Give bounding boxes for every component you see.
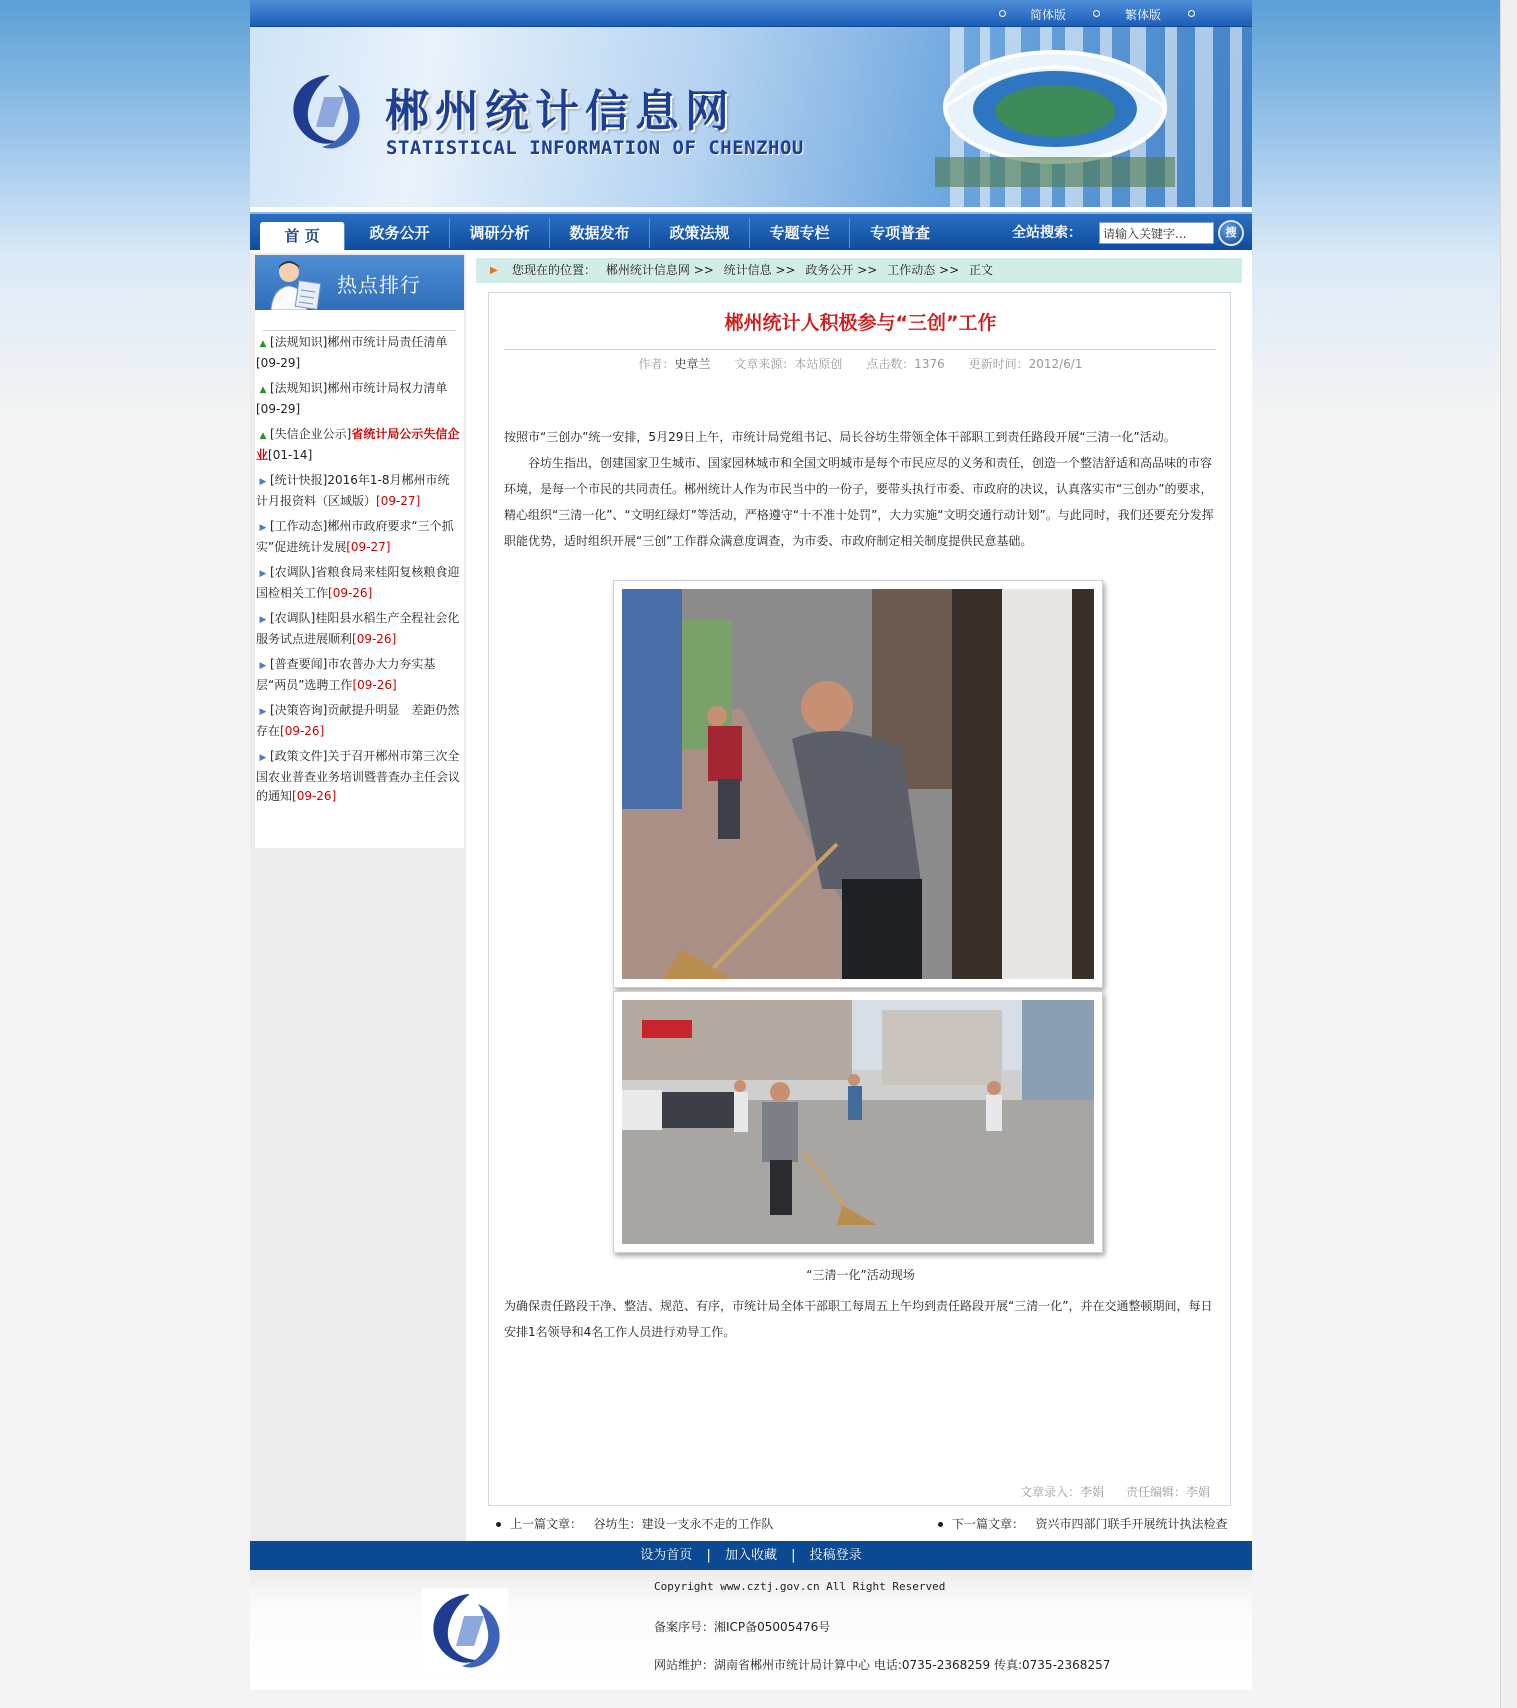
breadcrumb-link-work-news[interactable]: 工作动态 bbox=[887, 263, 936, 277]
article-paragraph: 谷坊生指出，创建国家卫生城市、国家园林城市和全国文明城市是每个市民应尽的义务和责任，创造一个整洁舒适和高品味的市容环境，是每一个市民的共同责任。郴州统计人作为市民当中的一份子，要带头执行市委、市政府的决议，认真落实市“三创办”的要求，精心组织“三清一化”、“文明红绿灯”等活动，严格遵守“十不准十处罚”，大力实施“文明交通行动计划”。与此同时，我们还要充分发挥职能优势，适时组织开展“三创”工作群众满意度调查，为市委、市政府制定相关制度提供民意基础。 bbox=[504, 456, 1214, 548]
page-container bbox=[250, 0, 1252, 1690]
photo-street-cleaning bbox=[622, 1000, 1094, 1244]
site-title: 郴州统计信息网 bbox=[385, 86, 735, 137]
triangle-icon: ▶ bbox=[259, 707, 267, 717]
breadcrumb-link-gov-affairs[interactable]: 政务公开 bbox=[805, 263, 854, 277]
add-favorite-link[interactable]: 加入收藏 bbox=[724, 1548, 777, 1563]
nav-government-affairs[interactable]: 政务公开 bbox=[350, 218, 450, 248]
person-reading-icon bbox=[267, 258, 323, 310]
photo-caption: “三清一化”活动现场 bbox=[806, 1268, 915, 1282]
footer-links-bar: 设为首页 | 加入收藏 | 投稿登录 bbox=[250, 1541, 1252, 1570]
submit-login-link[interactable]: 投稿登录 bbox=[809, 1548, 862, 1563]
footer bbox=[250, 1570, 1252, 1690]
bullet-icon bbox=[999, 10, 1006, 17]
site-banner bbox=[250, 27, 1252, 207]
article-editor: 责任编辑：李娟 bbox=[1125, 1485, 1210, 1499]
article-clicks: 点击数：1376 bbox=[866, 357, 945, 371]
divider bbox=[504, 349, 1216, 350]
lang-simplified-link[interactable]: 简体版 bbox=[1030, 8, 1067, 22]
list-item[interactable]: ▲ [法规知识]郴州市统计局责任清单[09-29] bbox=[256, 335, 448, 370]
article-photo-2 bbox=[613, 991, 1103, 1253]
nav-special-census[interactable]: 专项普查 bbox=[869, 224, 930, 242]
nav-data-release[interactable]: 数据发布 bbox=[550, 218, 650, 248]
list-item[interactable]: ▶ [统计快报]2016年1-8月郴州市统计月报资料（区域版）[09-27] bbox=[256, 473, 450, 508]
icp-text: 备案序号：湘ICP备05005476号 bbox=[654, 1620, 831, 1634]
bullet-icon bbox=[938, 1522, 943, 1527]
breadcrumb-current: 正文 bbox=[968, 263, 993, 277]
triangle-icon: ▶ bbox=[259, 569, 267, 579]
nav-home[interactable]: 首 页 bbox=[260, 222, 345, 250]
list-item[interactable]: ▶ [政策文件]关于召开郴州市第三次全国农业普查业务培训暨普查办主任会议的通知[09-26] bbox=[256, 749, 461, 803]
triangle-icon: ▶ bbox=[259, 753, 267, 763]
window-scrollbar[interactable] bbox=[1500, 0, 1517, 1708]
set-homepage-link[interactable]: 设为首页 bbox=[640, 1548, 693, 1563]
breadcrumb-link-stats-info[interactable]: 统计信息 bbox=[723, 263, 772, 277]
maintainer-text: 网站维护：湖南省郴州市统计局计算中心 电话:0735-2368259 传真:0735-2368257 bbox=[654, 1658, 1111, 1672]
article-panel bbox=[488, 292, 1231, 1506]
prev-article-link[interactable]: 谷坊生：建设一支永不走的工作队 bbox=[593, 1517, 774, 1531]
breadcrumb: ▶ 您现在的位置： 郴州统计信息网 >> 统计信息 >> 政务公开 >> 工作动态 >> 正文 bbox=[476, 258, 1242, 283]
divider bbox=[263, 330, 456, 331]
article-entry: 文章录入：李娟 bbox=[1020, 1485, 1105, 1499]
triangle-icon: ▶ bbox=[259, 477, 267, 487]
article-paragraph: 按照市“三创办”统一安排，5月29日上午，市统计局党组书记、局长谷坊生带领全体干部职工到责任路段开展“三清一化”活动。 bbox=[504, 430, 1176, 444]
bullet-icon bbox=[1093, 10, 1100, 17]
prev-article: 上一篇文章： 谷坊生：建设一支永不走的工作队 bbox=[496, 1515, 773, 1532]
hot-ranking-title: 热点排行 bbox=[337, 273, 421, 297]
next-article: 下一篇文章： 资兴市四部门联手开展统计执法检查 bbox=[938, 1515, 1227, 1532]
footer-logo-icon bbox=[422, 1588, 508, 1674]
hot-ranking-header bbox=[255, 255, 464, 310]
list-item[interactable]: ▶ [普查要闻]市农普办大力夯实基层“两员”选聘工作[09-26] bbox=[256, 657, 436, 692]
nav-research-analysis[interactable]: 调研分析 bbox=[450, 218, 550, 248]
search-input[interactable] bbox=[1099, 222, 1214, 244]
article-paragraph: 为确保责任路段干净、整洁、规范、有序，市统计局全体干部职工每周五上午均到责任路段开展“三清一化”，并在交通整顿期间，每日安排1名领导和4名工作人员进行劝导工作。 bbox=[504, 1299, 1213, 1339]
list-item[interactable]: ▲ [法规知识]郴州市统计局权力清单[09-29] bbox=[256, 381, 448, 416]
site-subtitle: STATISTICAL INFORMATION OF CHENZHOU bbox=[386, 137, 804, 159]
search-button[interactable]: 搜 bbox=[1218, 220, 1244, 246]
next-article-link[interactable]: 资兴市四部门联手开展统计执法检查 bbox=[1035, 1517, 1228, 1531]
copyright-text: Copyright www.cztj.gov.cn All Right Reserved bbox=[654, 1580, 946, 1593]
sidebar bbox=[250, 253, 466, 1541]
arrow-icon: ▶ bbox=[490, 265, 498, 276]
photo-sweeping-man bbox=[622, 589, 1094, 979]
article-meta: 作者：史章兰 文章来源：本站原创 点击数：1376 更新时间：2012/6/1 bbox=[638, 357, 1083, 371]
author-name: 史章兰 bbox=[674, 357, 711, 371]
list-item[interactable]: ▶ [农调队]省粮食局来桂阳复核粮食迎国检相关工作[09-26] bbox=[256, 565, 460, 600]
lang-traditional-link[interactable]: 繁体版 bbox=[1125, 8, 1162, 22]
stadium-image bbox=[935, 37, 1175, 187]
article-updated: 更新时间：2012/6/1 bbox=[968, 357, 1083, 371]
bullet-icon bbox=[496, 1522, 501, 1527]
breadcrumb-link-home[interactable]: 郴州统计信息网 bbox=[605, 263, 690, 277]
nav-policy-regulations[interactable]: 政策法规 bbox=[650, 218, 750, 248]
top-bar bbox=[250, 0, 1252, 27]
list-item[interactable]: ▶ [决策咨询]贡献提升明显 差距仍然存在[09-26] bbox=[256, 703, 460, 738]
main-nav bbox=[250, 212, 1252, 250]
list-item[interactable]: ▶ [农调队]桂阳县水稻生产全程社会化服务试点进展顺利[09-26] bbox=[256, 611, 460, 646]
article-footer bbox=[1002, 1483, 1210, 1500]
triangle-icon: ▶ bbox=[259, 523, 267, 533]
hot-ranking-list bbox=[255, 310, 464, 848]
list-item[interactable]: ▶ [工作动态]郴州市政府要求“三个抓实”促进统计发展[09-27] bbox=[256, 519, 454, 554]
bullet-icon bbox=[1188, 10, 1195, 17]
triangle-icon: ▲ bbox=[259, 339, 267, 349]
article-title: 郴州统计人积极参与“三创”工作 bbox=[724, 312, 997, 334]
article-photo-1 bbox=[613, 580, 1103, 988]
triangle-icon: ▲ bbox=[259, 385, 267, 395]
site-logo-icon bbox=[280, 67, 370, 157]
triangle-icon: ▲ bbox=[259, 431, 267, 441]
article-source: 文章来源：本站原创 bbox=[734, 357, 843, 371]
breadcrumb-label: 您现在的位置： bbox=[512, 263, 597, 277]
triangle-icon: ▶ bbox=[259, 661, 267, 671]
list-item[interactable]: ▲ [失信企业公示]省统计局公示失信企业[01-14] bbox=[256, 427, 460, 462]
nav-special-topics[interactable]: 专题专栏 bbox=[750, 218, 850, 248]
triangle-icon: ▶ bbox=[259, 615, 267, 625]
search-label: 全站搜索： bbox=[1012, 225, 1082, 241]
